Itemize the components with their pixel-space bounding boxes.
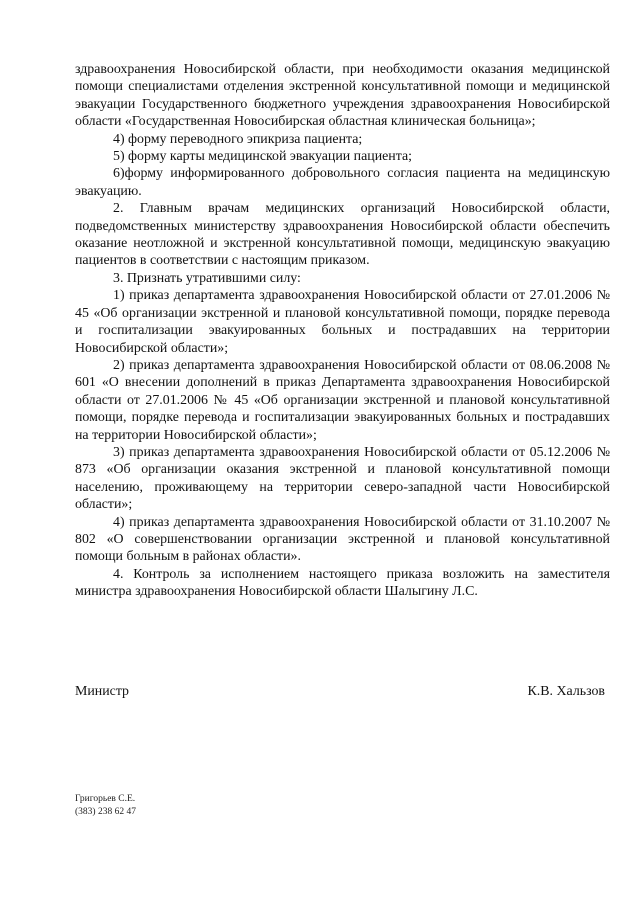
paragraph-repeal-item-2: 2) приказ департамента здравоохранения Новосибирской области от 08.06.2008 № 601 «О внесении дополнений в приказ Департамента здравоохранения Новосибирской области от 27.01.2006 № 45 «Об организации экстренной и плановой консультативной помощи, порядке перевода и госпитализации эвакуированных больных и пострадавших на территории Новосибирской области»; xyxy=(75,357,610,443)
executor-block xyxy=(75,793,136,819)
signatory-title: Министр xyxy=(75,684,130,699)
document-body xyxy=(75,61,610,601)
signatory-name: К.В. Хальзов xyxy=(527,684,605,699)
paragraph-item-5-evacuation-card-form: 5) форму карты медицинской эвакуации пациента; xyxy=(113,149,412,165)
executor-phone: (383) 238 62 47 xyxy=(75,807,136,817)
executor-name: Григорьев С.Е. xyxy=(75,794,136,804)
paragraph-clause-4-control: 4. Контроль за исполнением настоящего приказа возложить на заместителя министра здравоохранения Новосибирской области Шалыгину Л.С. xyxy=(75,566,610,600)
paragraph-clause-2-chief-physicians: 2. Главным врачам медицинских организаций Новосибирской области, подведомственных министерству здравоохранения Новосибирской области обеспечить оказание неотложной и экстренной консультативной помощи, медицинскую эвакуацию пациентов в соответствии с настоящим приказом. xyxy=(75,201,610,269)
paragraph-repeal-item-4: 4) приказ департамента здравоохранения Новосибирской области от 31.10.2007 № 802 «О совершенствовании организации экстренной и плановой консультативной помощи больным в районах области». xyxy=(75,514,610,565)
paragraph-continuation: здравоохранения Новосибирской области, при необходимости оказания медицинской помощи специалистами отделения экстренной консультативной помощи и медицинской эвакуации Государственного бюджетного учреждения здравоохранения Новосибирской области «Государственная Новосибирская областная клиническая больница»; xyxy=(75,62,610,130)
paragraph-clause-3-repeal: 3. Признать утратившими силу: xyxy=(113,270,301,286)
paragraph-item-6-consent-form: 6)форму информированного добровольного согласия пациента на медицинскую эвакуацию. xyxy=(75,166,610,199)
paragraph-item-4-epicrisis-form: 4) форму переводного эпикриза пациента; xyxy=(113,131,363,147)
paragraph-repeal-item-3: 3) приказ департамента здравоохранения Новосибирской области от 05.12.2006 № 873 «Об организации оказания экстренной и плановой консультативной помощи населению, проживающему на территории северо-западной части Новосибирской области»; xyxy=(75,444,610,513)
paragraph-repeal-item-1: 1) приказ департамента здравоохранения Новосибирской области от 27.01.2006 № 45 «Об организации экстренной и плановой консультативной помощи, порядке перевода и госпитализации эвакуированных больных и пострадавших на территории Новосибирской области»; xyxy=(75,288,610,356)
